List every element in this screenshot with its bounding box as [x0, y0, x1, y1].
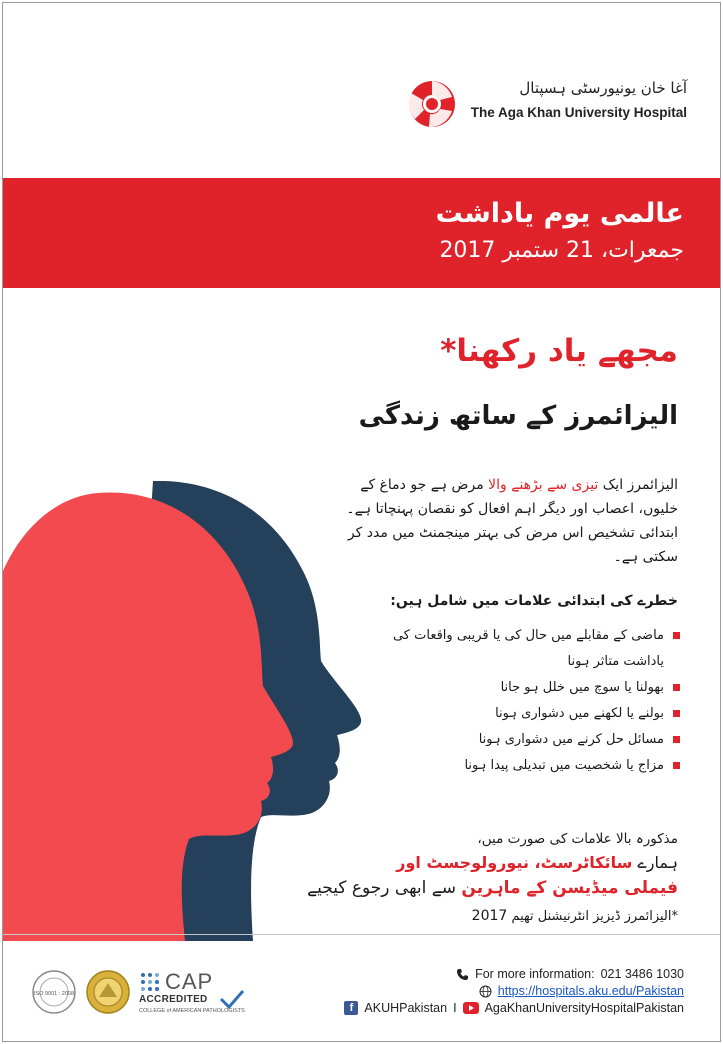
website-link[interactable]: https://hospitals.aku.edu/Pakistan	[497, 984, 684, 998]
symptom-item	[382, 727, 682, 753]
iso-text: ISO 9001 : 2008	[33, 991, 75, 997]
cap-dots-icon	[139, 971, 161, 993]
phone-row	[456, 967, 684, 981]
website-row	[479, 984, 684, 998]
symptom-text: بھولنا یا سوچ میں خلل ہو جانا	[500, 680, 664, 695]
symptoms-heading: خطرے کی ابتدائی علامات میں شامل ہیں:	[390, 593, 678, 609]
symptom-text: ماضی کے مقابلے میں حال کی یا قریبی واقعات کی یاداشت متاثر ہونا	[392, 628, 664, 669]
bullet-icon	[673, 684, 680, 691]
youtube-icon[interactable]	[463, 1002, 479, 1014]
banner-title: عالمی یوم یاداشت	[435, 198, 684, 229]
bullet-icon	[673, 736, 680, 743]
footer-divider	[3, 934, 721, 935]
symptom-text: بولنے یا لکھنے میں دشواری ہونا	[495, 706, 664, 721]
symptom-item	[382, 701, 682, 727]
globe-icon	[479, 985, 492, 998]
symptoms-list	[382, 623, 682, 779]
intro-part2: مرض ہے جو دماغ کے خلیوں، اعصاب اور دیگر اہم افعال کو نقصان پہنچاتا ہے۔ ابتدائی تشخیص اس مرض کی بہتر مینجمنٹ میں مدد کر سکتی ہے۔	[346, 477, 678, 565]
iso-certification-seal	[31, 969, 77, 1015]
facebook-handle[interactable]: AKUHPakistan	[364, 1001, 448, 1015]
phone-number[interactable]: 021 3486 1030	[600, 967, 684, 981]
banner-date: جمعرات، 21 ستمبر 2017	[439, 238, 684, 263]
cta-line-3-specialists: فیملی میڈیسن کے ماہرین	[461, 878, 678, 898]
theme-source	[472, 908, 678, 924]
akuh-logo	[407, 79, 687, 129]
symptom-item	[382, 675, 682, 701]
cta-line-2-specialists: سائکاٹرسٹ، نیورولوجسٹ اور	[396, 853, 633, 872]
intro-part1: الیزائمرز ایک	[598, 477, 678, 493]
intro-paragraph	[318, 473, 678, 569]
theme-source-year: 2017	[471, 908, 508, 924]
phone-label: For more information:	[475, 967, 595, 981]
check-icon	[219, 989, 245, 1009]
heading-remember: مجھے یاد رکھنا*	[440, 333, 678, 369]
event-banner	[3, 178, 721, 288]
intro-highlight: تیزی سے بڑھنے والا	[488, 477, 599, 493]
cta-line-3	[307, 877, 678, 898]
cap-accredited-logo	[139, 969, 249, 1019]
logo-english-name: The Aga Khan University Hospital	[470, 105, 687, 120]
bullet-icon	[673, 762, 680, 769]
akuh-logo-icon	[407, 79, 457, 129]
facebook-icon[interactable]: f	[344, 1001, 358, 1015]
bullet-icon	[673, 632, 680, 639]
logo-urdu-name: آغا خان یونیورسٹی ہسپتال	[519, 79, 687, 97]
bullet-icon	[673, 710, 680, 717]
phone-icon	[456, 968, 469, 981]
youtube-channel[interactable]: AgaKhanUniversityHospitalPakistan	[484, 1001, 684, 1015]
symptom-text: مزاج یا شخصیت میں تبدیلی پیدا ہونا	[464, 758, 664, 773]
symptom-text: مسائل حل کرنے میں دشواری ہونا	[478, 732, 664, 747]
theme-source-text: *الیزائمرز ڈیزیز انٹرنیشنل تھیم	[511, 909, 678, 924]
poster	[2, 2, 721, 1042]
cta-line-1: مذکورہ بالا علامات کی صورت میں،	[477, 831, 678, 847]
cap-accredited-text: ACCREDITED	[139, 994, 208, 1005]
symptom-item	[382, 753, 682, 779]
cap-big-text: CAP	[165, 969, 214, 994]
jci-accreditation-seal	[85, 969, 131, 1015]
cta-line-2-prefix: ہمارے	[632, 853, 678, 872]
social-separator: I	[453, 1001, 457, 1015]
cap-college-text: COLLEGE of AMERICAN PATHOLOGISTS	[139, 1008, 245, 1014]
cta-line-3-suffix: سے ابھی رجوع کیجیے	[307, 878, 462, 898]
heading-living: الیزائمرز کے ساتھ زندگی	[358, 401, 678, 431]
social-row	[344, 1001, 684, 1015]
symptom-item	[382, 623, 682, 675]
cta-line-2	[396, 853, 678, 872]
